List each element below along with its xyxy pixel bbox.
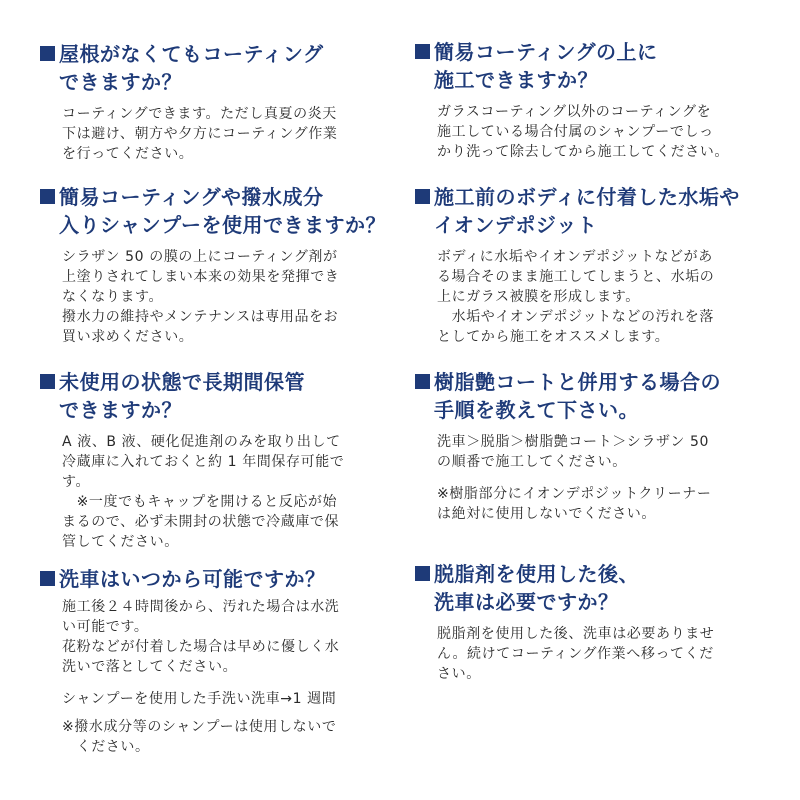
- faq-item-simple-coating-shampoo: [40, 183, 400, 347]
- square-bullet-icon: [40, 189, 55, 204]
- faq-question: 屋根がなくてもコーティング できますか？: [40, 40, 400, 96]
- faq-question: 樹脂艶コートと併用する場合の 手順を教えて下さい。: [415, 368, 785, 424]
- faq-answer: ボディに水垢やイオンデポジットなどがあ る場合そのまま施工してしまうと、水垢の 上にガラス被膜を形成します。 水垢やイオンデポジットなどの汚れを落 としてから施工をオススメします。: [437, 249, 715, 345]
- faq-question: 簡易コーティングや撥水成分 入りシャンプーを使用できますか？: [40, 183, 400, 239]
- square-bullet-icon: [415, 566, 430, 581]
- faq-answer-note: ※樹脂部分にイオンデポジットクリーナー は絶対に使用しないでください。: [437, 486, 712, 522]
- faq-question: 簡易コーティングの上に 施工できますか？: [415, 38, 785, 94]
- square-bullet-icon: [40, 46, 55, 61]
- faq-question: 未使用の状態で長期間保管 できますか？: [40, 368, 400, 424]
- faq-item-car-wash-timing: [40, 565, 400, 757]
- faq-answer: 脱脂剤を使用した後、洗車は必要ありませ ん。続けてコーティング作業へ移ってくだ さい。: [437, 626, 715, 682]
- square-bullet-icon: [415, 44, 430, 59]
- faq-answer: 洗車＞脱脂＞樹脂艶コート＞シラザン 50 の順番で施工してください。: [437, 434, 709, 470]
- faq-item-over-simple-coating: [415, 38, 785, 162]
- faq-answer-note: シャンプーを使用した手洗い洗車→1 週間: [62, 691, 337, 707]
- faq-answer-note: ※撥水成分等のシャンプーは使用しないで ください。: [62, 719, 337, 755]
- faq-question: 洗車はいつから可能ですか？: [40, 565, 400, 593]
- square-bullet-icon: [40, 374, 55, 389]
- faq-answer: ガラスコーティング以外のコーティングを 施工している場合付属のシャンプーでしっ かり洗って除去してから施工してください。: [437, 104, 729, 160]
- faq-question: 施工前のボディに付着した水垢や イオンデポジット: [415, 183, 785, 239]
- faq-question: 脱脂剤を使用した後、 洗車は必要ですか？: [415, 560, 785, 616]
- faq-answer: コーティングできます。ただし真夏の炎天 下は避け、朝方や夕方にコーティング作業 を行ってください。: [62, 106, 338, 162]
- faq-answer: A 液、B 液、硬化促進剤のみを取り出して 冷蔵庫に入れておくと約 1 年間保存可能で す。 ※一度でもキャップを開けると反応が始 まるので、必ず未開封の状態で冷蔵庫で保 管してください。: [62, 434, 345, 550]
- faq-item-rooftop: [40, 40, 400, 164]
- faq-item-water-stains: [415, 183, 785, 347]
- square-bullet-icon: [415, 374, 430, 389]
- faq-answer: シラザン 50 の膜の上にコーティング剤が 上塗りされてしまい本来の効果を発揮でき なくなります。 撥水力の維持やメンテナンスは専用品をお 買い求めください。: [62, 249, 340, 345]
- faq-item-degreaser: [415, 560, 785, 684]
- square-bullet-icon: [415, 189, 430, 204]
- square-bullet-icon: [40, 571, 55, 586]
- faq-item-resin-coat: [415, 368, 785, 524]
- faq-answer: 施工後２４時間後から、汚れた場合は水洗 い可能です。 花粉などが付着した場合は早めに優しく水 洗いで落としてください。: [62, 599, 340, 675]
- faq-item-long-storage: [40, 368, 400, 552]
